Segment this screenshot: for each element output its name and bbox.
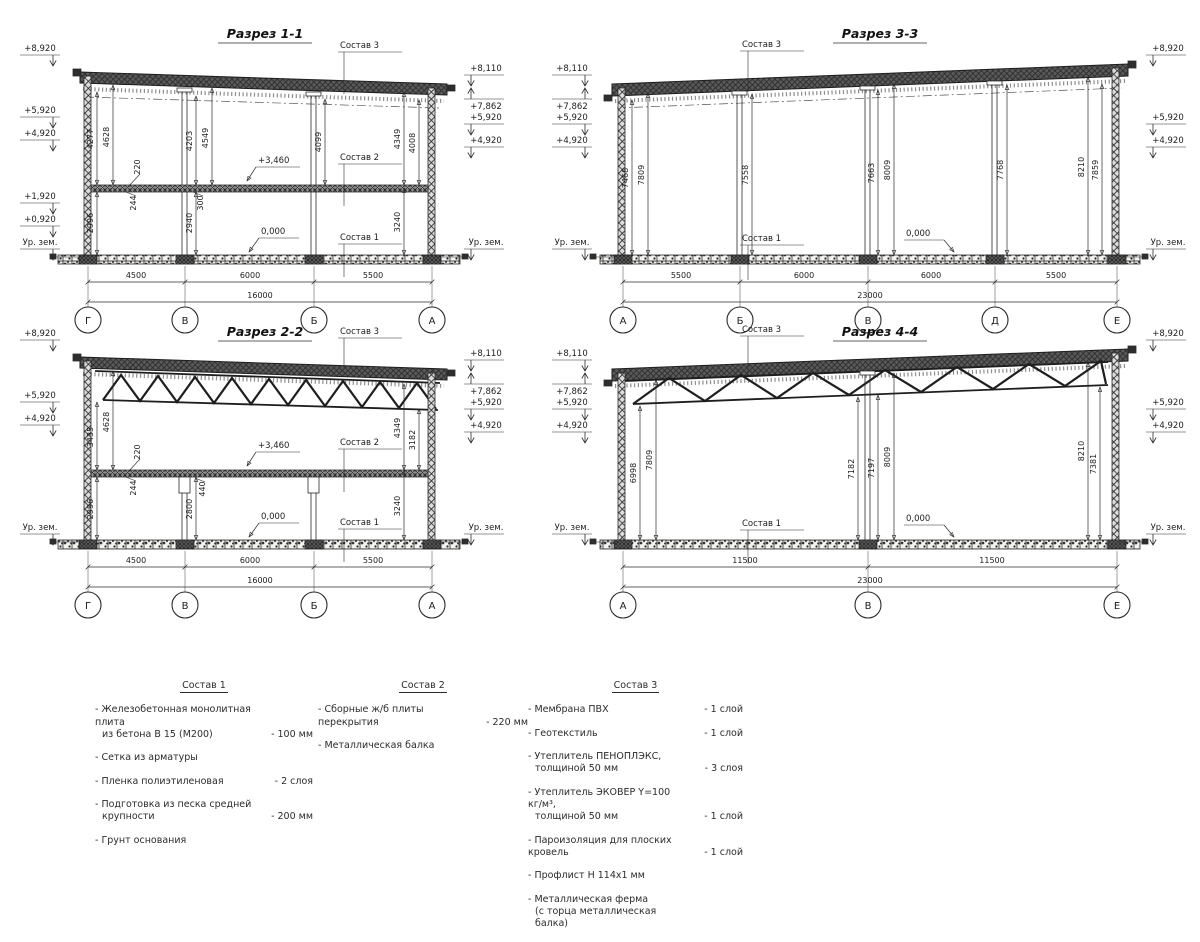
elevation-label: Ур. зем.	[468, 238, 504, 248]
legend-item-text2: из бетона В 15 (М200)	[102, 729, 213, 741]
wall-right	[1112, 353, 1119, 542]
dim-label: 2996	[86, 212, 95, 234]
legend-title: Состав 2	[401, 680, 445, 691]
dim-label: 3240	[393, 211, 402, 233]
dim-label: 7468	[621, 167, 630, 189]
leader-label: Состав 1	[742, 519, 782, 529]
elevation-marks-right-1-1	[464, 64, 504, 260]
span-dim: 5500	[362, 556, 384, 565]
footing	[731, 255, 749, 264]
legend-item-text: - Подготовка из песка средней	[95, 799, 252, 811]
grid-bubble-label: Г	[84, 316, 92, 327]
legend-item-text: - Сборные ж/б плиты перекрытия	[318, 704, 424, 728]
elevation-label: +8,110	[556, 64, 588, 74]
legend-item	[528, 835, 743, 860]
elevation-label: Ур. зем.	[554, 523, 590, 533]
footing	[176, 540, 194, 549]
leader-label: Состав 3	[742, 40, 782, 50]
span-dim: 4500	[125, 271, 147, 280]
grid-bubble-label: А	[428, 316, 436, 327]
legend-item	[528, 751, 743, 776]
level-label: 0,000	[906, 229, 931, 239]
elevation-marks-right-4-4	[1146, 329, 1186, 545]
roof-end-block	[604, 95, 612, 101]
dim-label: 4349	[393, 128, 402, 150]
legend-item-text2: толщиной 50 мм	[535, 763, 619, 775]
section-2-2	[20, 324, 504, 618]
footing	[614, 540, 632, 549]
section-title: Разрез 1-1	[226, 26, 304, 41]
legend-item-text: - Пароизоляция для плоских кровель	[528, 834, 672, 859]
legend-item-value: - 1 слой	[704, 811, 743, 823]
dim-label: 300	[196, 195, 205, 211]
leader-label: Состав 3	[340, 327, 380, 337]
elevation-marks-left-1-1	[20, 44, 60, 260]
grid-bubble-label: А	[428, 601, 436, 612]
grid-bubble-label: А	[619, 601, 627, 612]
building-3-3	[590, 61, 1148, 264]
legend-item-text: - Пленка полиэтиленовая	[95, 775, 224, 787]
dim-label: 4349	[393, 417, 402, 439]
dim-label: 7558	[741, 164, 750, 186]
footing	[176, 255, 194, 264]
level-label: 0,000	[261, 227, 286, 237]
dim-label: 2996	[86, 498, 95, 520]
elevation-label: +5,920	[556, 113, 588, 123]
roof-end-block	[447, 85, 455, 91]
elevation-label: +7,862	[556, 387, 588, 397]
section-title: Разрез 4-4	[841, 324, 919, 339]
dim-label: 4277	[86, 128, 95, 150]
legend-sostav-1	[95, 680, 313, 858]
elevation-label: +5,920	[1152, 113, 1184, 123]
dimension-chain-3-3	[623, 266, 1117, 307]
elevation-label: +5,920	[1152, 398, 1184, 408]
legend-sostav-2	[318, 680, 528, 763]
dim-label: 220	[133, 159, 142, 175]
grid-bubbles-2-2	[75, 592, 445, 618]
legend-item-value: - 1 слой	[704, 847, 743, 859]
legend-item	[528, 870, 743, 882]
leader-label: Состав 1	[742, 234, 782, 244]
total-dim: 23000	[857, 291, 883, 300]
dim-label: 440	[198, 481, 207, 497]
legend-sostav-3	[528, 680, 743, 942]
leader-label: Состав 1	[340, 233, 380, 243]
footing	[423, 540, 441, 549]
leader-labels-3-3	[740, 40, 804, 280]
level-marks-2-2	[247, 441, 300, 537]
section-4-4	[552, 324, 1186, 618]
footing	[79, 540, 97, 549]
legend-item-text: - Металлическая балка	[318, 740, 435, 752]
legend-item	[95, 835, 313, 847]
roof-end-block	[1128, 346, 1136, 353]
dim-label: 4628	[102, 126, 111, 148]
legend-item	[528, 894, 743, 931]
legend-item-value: - 200 мм	[271, 811, 313, 823]
level-marks-4-4	[904, 514, 954, 537]
elevation-label: Ур. зем.	[468, 523, 504, 533]
dim-label: 4008	[408, 132, 417, 154]
total-dim: 16000	[247, 291, 273, 300]
footing	[1108, 540, 1126, 549]
footing	[305, 255, 323, 264]
grid-bubble-label: Б	[736, 316, 744, 327]
elevation-label: +4,920	[24, 129, 56, 139]
section-1-1	[20, 26, 504, 333]
section-3-3	[552, 26, 1186, 333]
ground-slab	[58, 255, 460, 264]
elevation-label: +4,920	[1152, 136, 1184, 146]
section-title: Разрез 2-2	[226, 324, 304, 339]
dim-label: 7381	[1089, 453, 1098, 475]
dim-label: 7768	[996, 159, 1005, 181]
elevation-label: Ур. зем.	[1150, 238, 1186, 248]
level-label: +3,460	[258, 441, 290, 451]
elevation-label: Ур. зем.	[1150, 523, 1186, 533]
legend-item-text: - Геотекстиль	[528, 727, 598, 739]
leader-labels-2-2	[338, 327, 402, 562]
elevation-label: +4,920	[556, 136, 588, 146]
columns	[177, 88, 321, 255]
grid-bubble-label: В	[864, 316, 872, 327]
elevation-label: Ур. зем.	[22, 238, 58, 248]
leader-labels-4-4	[740, 325, 804, 564]
leader-label: Состав 2	[340, 153, 380, 163]
roof-end-block	[604, 380, 612, 386]
dim-label: 3435	[86, 426, 95, 448]
dim-label: 7859	[1091, 159, 1100, 181]
total-dim: 16000	[247, 576, 273, 585]
elevation-label: Ур. зем.	[554, 238, 590, 248]
leader-label: Состав 3	[742, 325, 782, 335]
dim-label: 244	[129, 480, 138, 496]
footing	[986, 255, 1004, 264]
elevation-label: +8,920	[24, 329, 56, 339]
legend-item	[95, 776, 313, 788]
legend-item-value: - 220 мм	[486, 716, 528, 728]
section-title: Разрез 3-3	[841, 26, 919, 41]
legend-item-text2: толщиной 50 мм	[535, 811, 619, 823]
elevation-label: +0,920	[24, 215, 56, 225]
dim-label: 2800	[185, 498, 194, 520]
legend-item-text: - Железобетонная монолитная плита	[95, 704, 251, 728]
footing	[859, 255, 877, 264]
legend-item-text: - Профлист Н 114х1 мм	[528, 870, 645, 882]
grid-bubble-label: Е	[1113, 601, 1121, 612]
grid-bubble-label: Б	[310, 601, 318, 612]
dim-label: 8210	[1077, 440, 1086, 462]
vertical-dims-3-3	[621, 77, 1102, 255]
roof-end-block	[447, 370, 455, 376]
level-label: 0,000	[261, 512, 286, 522]
dim-label: 4628	[102, 411, 111, 433]
grid-bubble-label: Б	[310, 316, 318, 327]
level-marks-3-3	[904, 229, 954, 252]
leader-label: Состав 2	[340, 438, 380, 448]
dim-label: 7809	[637, 164, 646, 186]
elevation-label: +5,920	[556, 398, 588, 408]
roof-end-block	[1128, 61, 1136, 68]
elevation-label: +5,920	[470, 398, 502, 408]
roof-end-block	[73, 354, 81, 361]
legend-item-text: - Мембрана ПВХ	[528, 704, 609, 716]
dim-label: 4549	[201, 127, 210, 149]
span-dim: 5500	[670, 271, 692, 280]
footing	[614, 255, 632, 264]
elevation-label: +8,920	[1152, 329, 1184, 339]
legend-item-text: - Сетка из арматуры	[95, 752, 198, 764]
elevation-label: +7,862	[556, 102, 588, 112]
legend-item-text: - Утеплитель ЭКОВЕР Y=100 кг/м³,	[528, 786, 671, 811]
dim-label: 8210	[1077, 156, 1086, 178]
span-dim: 5500	[1045, 271, 1067, 280]
dim-label: 2940	[185, 212, 194, 234]
ground-slab	[58, 540, 460, 549]
dim-label: 3240	[393, 495, 402, 517]
dim-label: 7663	[867, 162, 876, 184]
grid-bubble-label: Д	[991, 316, 999, 327]
elevation-label: +5,920	[470, 113, 502, 123]
elevation-label: +7,862	[470, 387, 502, 397]
wall-right	[428, 88, 435, 257]
span-dim: 6000	[920, 271, 942, 280]
legend-item	[318, 740, 528, 752]
legend-item-text: - Грунт основания	[95, 834, 187, 846]
dim-label: 244	[129, 195, 138, 211]
level-label: 0,000	[906, 514, 931, 524]
elevation-label: +8,110	[556, 349, 588, 359]
dim-label: 4099	[314, 131, 323, 153]
span-dim: 11500	[979, 556, 1005, 565]
elevation-label: +5,920	[24, 106, 56, 116]
elevation-marks-left-3-3	[552, 64, 592, 260]
elevation-label: +1,920	[24, 192, 56, 202]
dim-label: 7182	[847, 458, 856, 480]
legend-item-value: - 3 слоя	[704, 763, 743, 775]
dim-label: 6998	[629, 462, 638, 484]
wall-right	[1112, 68, 1119, 257]
span-dim: 4500	[125, 556, 147, 565]
columns	[860, 371, 875, 540]
elevation-label: +8,110	[470, 349, 502, 359]
legend-item	[528, 787, 743, 824]
legend-title: Состав 3	[613, 680, 658, 691]
dim-label: 4203	[185, 130, 194, 152]
leader-label: Состав 3	[340, 41, 380, 51]
grid-bubble-label: В	[181, 601, 189, 612]
elevation-label: +4,920	[24, 414, 56, 424]
floor-slab	[91, 185, 428, 192]
roof-end-block	[73, 69, 81, 76]
level-marks-1-1	[247, 156, 300, 252]
elevation-marks-left-2-2	[20, 329, 60, 545]
grid-bubble-label: А	[619, 316, 627, 327]
legend-title: Состав 1	[182, 680, 226, 691]
span-dim: 11500	[732, 556, 758, 565]
legend-item-value: - 1 слой	[704, 727, 743, 739]
legend-item	[95, 799, 313, 824]
elevation-label: +4,920	[1152, 421, 1184, 431]
grid-bubbles-4-4	[610, 592, 1130, 618]
wall-left	[618, 373, 625, 542]
level-label: +3,460	[258, 156, 290, 166]
vertical-dims-1-1	[86, 85, 419, 255]
legend-item-text2: крупности	[102, 811, 155, 823]
dim-label: 7809	[645, 449, 654, 471]
footing	[79, 255, 97, 264]
footing	[305, 540, 323, 549]
span-dim: 5500	[362, 271, 384, 280]
dim-label: 8009	[883, 446, 892, 468]
elevation-marks-right-3-3	[1146, 44, 1186, 260]
wall-right	[428, 373, 435, 542]
dim-label: 3182	[408, 429, 417, 451]
dim-label: 8009	[883, 159, 892, 181]
footing	[1108, 255, 1126, 264]
legend-item	[95, 752, 313, 764]
legend-item-value: - 1 слой	[704, 704, 743, 716]
floor-slab	[91, 470, 428, 477]
elevation-label: +4,920	[470, 136, 502, 146]
elevation-label: +8,920	[24, 44, 56, 54]
footing	[423, 255, 441, 264]
legend-item	[318, 704, 528, 729]
leader-label: Состав 1	[340, 518, 380, 528]
elevation-label: +8,920	[1152, 44, 1184, 54]
span-dim: 6000	[239, 271, 261, 280]
elevation-label: +8,110	[470, 64, 502, 74]
total-dim: 23000	[857, 576, 883, 585]
elevation-label: +5,920	[24, 391, 56, 401]
legend-item-text2: (с торца металлическая балка)	[535, 906, 657, 930]
grid-bubble-label: Е	[1113, 316, 1121, 327]
footing	[859, 540, 877, 549]
grid-bubble-label: В	[864, 601, 872, 612]
building-4-4	[590, 346, 1148, 549]
legend-item-value: - 100 мм	[271, 729, 313, 741]
legend-item	[95, 704, 313, 741]
dimension-chain-2-2	[88, 551, 432, 592]
grid-bubble-label: Г	[84, 601, 92, 612]
span-dim: 6000	[239, 556, 261, 565]
legend-item-text: - Утеплитель ПЕНОПЛЭКС,	[528, 751, 662, 763]
legend-item-value: - 2 слоя	[274, 775, 313, 787]
elevation-label: +4,920	[470, 421, 502, 431]
dimension-chain-4-4	[623, 551, 1117, 592]
elevation-marks-left-4-4	[552, 349, 592, 545]
dim-label: 7197	[867, 457, 876, 479]
elevation-label: Ур. зем.	[22, 523, 58, 533]
elevation-label: +7,862	[470, 102, 502, 112]
roof-slab	[80, 72, 447, 95]
legend-item-text: - Металлическая ферма	[528, 893, 649, 905]
legend-item	[528, 704, 743, 716]
elevation-marks-right-2-2	[464, 349, 504, 545]
dimension-chain-1-1	[88, 266, 432, 307]
leader-labels-1-1	[338, 41, 402, 277]
elevation-label: +4,920	[556, 421, 588, 431]
legend-item	[528, 728, 743, 740]
span-dim: 6000	[793, 271, 815, 280]
dim-label: 220	[133, 444, 142, 460]
grid-bubble-label: В	[181, 316, 189, 327]
